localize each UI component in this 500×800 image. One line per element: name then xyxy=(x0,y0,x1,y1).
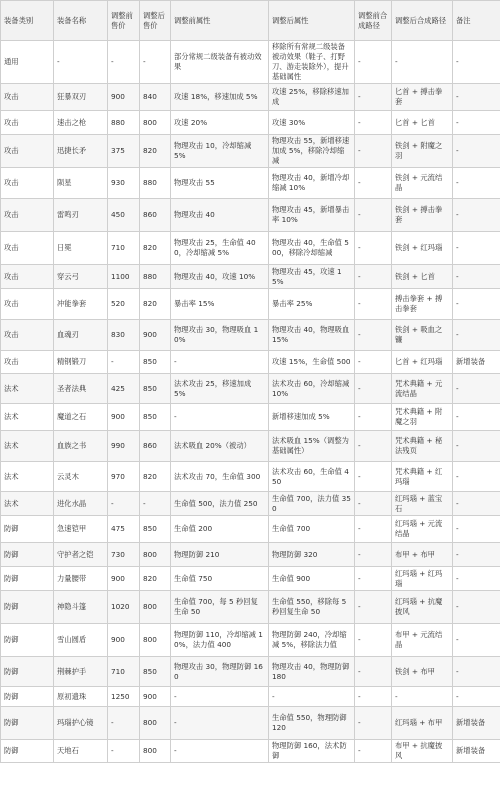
cell-category: 防御 xyxy=(1,591,54,624)
cell-name: 神隐斗篷 xyxy=(54,591,108,624)
cell-attributes-after: 物理攻击 55，新增移速加成 5%，移除冷却缩减 xyxy=(269,135,355,168)
cell-price-before: 710 xyxy=(108,657,140,687)
cell-category: 法术 xyxy=(1,404,54,431)
cell-price-after: 850 xyxy=(140,351,171,374)
cell-recipe-after: 红玛瑙 + 红玛瑙 xyxy=(392,567,453,591)
cell-name: 魔道之石 xyxy=(54,404,108,431)
table-row xyxy=(1,351,500,374)
cell-recipe-before: - xyxy=(355,135,392,168)
cell-price-after: 800 xyxy=(140,707,171,740)
cell-category: 攻击 xyxy=(1,265,54,289)
cell-category: 攻击 xyxy=(1,168,54,199)
cell-price-before: 1250 xyxy=(108,687,140,707)
cell-price-before: - xyxy=(108,41,140,84)
cell-price-after: 850 xyxy=(140,657,171,687)
table-row xyxy=(1,516,500,543)
cell-name: 迅捷长矛 xyxy=(54,135,108,168)
cell-category: 防御 xyxy=(1,567,54,591)
cell-attributes-before: - xyxy=(171,687,269,707)
table-row xyxy=(1,687,500,707)
cell-recipe-before: - xyxy=(355,199,392,232)
cell-recipe-after: 铁剑 + 附魔之羽 xyxy=(392,135,453,168)
cell-attributes-after: 物理攻击 45，攻速 15% xyxy=(269,265,355,289)
cell-price-after: 860 xyxy=(140,199,171,232)
cell-name: 精钢锻刀 xyxy=(54,351,108,374)
cell-name: 荆棘护手 xyxy=(54,657,108,687)
header-category: 装备类别 xyxy=(1,1,54,41)
cell-attributes-before: 暴击率 15% xyxy=(171,289,269,320)
cell-attributes-before: 法术攻击 70，生命值 300 xyxy=(171,462,269,492)
cell-recipe-before: - xyxy=(355,567,392,591)
cell-recipe-before: - xyxy=(355,289,392,320)
cell-recipe-after: 铁剑 + 搏击拳套 xyxy=(392,199,453,232)
cell-name: 天地石 xyxy=(54,740,108,763)
table-row xyxy=(1,404,500,431)
cell-recipe-before: - xyxy=(355,516,392,543)
table-row xyxy=(1,232,500,265)
cell-name: 圣者法典 xyxy=(54,374,108,404)
header-price-after: 调整后售价 xyxy=(140,1,171,41)
table-row xyxy=(1,374,500,404)
table-row xyxy=(1,591,500,624)
cell-category: 法术 xyxy=(1,492,54,516)
cell-attributes-after: 物理防御 240，冷却缩减 5%，移除法力值 xyxy=(269,624,355,657)
cell-recipe-before: - xyxy=(355,657,392,687)
cell-recipe-after: 铁剑 + 匕首 xyxy=(392,265,453,289)
cell-recipe-before: - xyxy=(355,591,392,624)
cell-attributes-before: 部分常规二级装备有被动效果 xyxy=(171,41,269,84)
cell-price-before: 900 xyxy=(108,624,140,657)
cell-price-after: - xyxy=(140,41,171,84)
cell-name: - xyxy=(54,41,108,84)
cell-name: 陨星 xyxy=(54,168,108,199)
cell-price-before: 475 xyxy=(108,516,140,543)
cell-recipe-before: - xyxy=(355,84,392,111)
cell-attributes-before: 生命值 700，每 5 秒回复生命 50 xyxy=(171,591,269,624)
cell-price-before: - xyxy=(108,351,140,374)
cell-attributes-before: 法术攻击 25，移速加成 5% xyxy=(171,374,269,404)
cell-attributes-after: 生命值 900 xyxy=(269,567,355,591)
cell-remark: - xyxy=(453,431,500,462)
cell-price-after: 800 xyxy=(140,740,171,763)
cell-price-after: 850 xyxy=(140,404,171,431)
cell-price-after: 820 xyxy=(140,232,171,265)
cell-recipe-after: 咒术典籍 + 元流结晶 xyxy=(392,374,453,404)
table-row xyxy=(1,624,500,657)
table-row xyxy=(1,492,500,516)
cell-attributes-after: 物理攻击 40，物理吸血 15% xyxy=(269,320,355,351)
cell-attributes-after: 新增移速加成 5% xyxy=(269,404,355,431)
table-row xyxy=(1,168,500,199)
cell-attributes-before: 攻速 18%，移速加成 5% xyxy=(171,84,269,111)
cell-category: 通用 xyxy=(1,41,54,84)
cell-category: 攻击 xyxy=(1,199,54,232)
cell-attributes-after: 物理攻击 40，生命值 500，移除冷却缩减 xyxy=(269,232,355,265)
cell-recipe-after: - xyxy=(392,41,453,84)
cell-category: 攻击 xyxy=(1,135,54,168)
table-row xyxy=(1,84,500,111)
cell-name: 血魂刃 xyxy=(54,320,108,351)
cell-remark: - xyxy=(453,543,500,567)
cell-price-after: 840 xyxy=(140,84,171,111)
cell-name: 狂暴双刃 xyxy=(54,84,108,111)
cell-attributes-before: 物理防御 110，冷却缩减 10%，法力值 400 xyxy=(171,624,269,657)
table-row xyxy=(1,111,500,135)
cell-name: 云灵木 xyxy=(54,462,108,492)
cell-name: 速击之枪 xyxy=(54,111,108,135)
cell-price-after: 800 xyxy=(140,624,171,657)
cell-price-after: 820 xyxy=(140,567,171,591)
table-row xyxy=(1,41,500,84)
cell-recipe-before: - xyxy=(355,624,392,657)
cell-attributes-before: - xyxy=(171,404,269,431)
cell-remark: - xyxy=(453,462,500,492)
table-row xyxy=(1,320,500,351)
cell-category: 攻击 xyxy=(1,232,54,265)
cell-attributes-before: 物理防御 210 xyxy=(171,543,269,567)
cell-price-before: 1100 xyxy=(108,265,140,289)
cell-remark: - xyxy=(453,687,500,707)
cell-attributes-before: 物理攻击 25，生命值 400，冷却缩减 5% xyxy=(171,232,269,265)
cell-price-after: 880 xyxy=(140,265,171,289)
cell-price-after: 820 xyxy=(140,462,171,492)
cell-recipe-after: 红玛瑙 + 元流结晶 xyxy=(392,516,453,543)
cell-price-before: 880 xyxy=(108,111,140,135)
cell-price-after: 900 xyxy=(140,320,171,351)
cell-attributes-after: 生命值 700 xyxy=(269,516,355,543)
cell-category: 防御 xyxy=(1,687,54,707)
cell-remark: 新增装备 xyxy=(453,707,500,740)
cell-recipe-after: 铁剑 + 布甲 xyxy=(392,657,453,687)
cell-name: 原初遗珠 xyxy=(54,687,108,707)
cell-price-after: - xyxy=(140,492,171,516)
cell-attributes-after: 物理防御 160，法术防御 xyxy=(269,740,355,763)
cell-recipe-before: - xyxy=(355,351,392,374)
cell-remark: - xyxy=(453,516,500,543)
cell-recipe-before: - xyxy=(355,320,392,351)
cell-remark: - xyxy=(453,374,500,404)
cell-price-before: 970 xyxy=(108,462,140,492)
cell-price-before: 730 xyxy=(108,543,140,567)
cell-price-after: 860 xyxy=(140,431,171,462)
cell-remark: - xyxy=(453,111,500,135)
cell-attributes-before: 物理攻击 30，物理防御 160 xyxy=(171,657,269,687)
cell-price-after: 900 xyxy=(140,687,171,707)
cell-attributes-after: 生命值 550，移除每 5 秒回复生命 50 xyxy=(269,591,355,624)
cell-price-after: 820 xyxy=(140,289,171,320)
cell-name: 雪山圆盾 xyxy=(54,624,108,657)
header-name: 装备名称 xyxy=(54,1,108,41)
cell-price-before: 520 xyxy=(108,289,140,320)
cell-attributes-before: 物理攻击 10，冷却缩减 5% xyxy=(171,135,269,168)
table-row xyxy=(1,707,500,740)
cell-price-after: 850 xyxy=(140,516,171,543)
cell-name: 雷鸣刃 xyxy=(54,199,108,232)
cell-remark: - xyxy=(453,492,500,516)
cell-name: 穿云弓 xyxy=(54,265,108,289)
cell-attributes-before: - xyxy=(171,740,269,763)
cell-category: 攻击 xyxy=(1,351,54,374)
cell-price-after: 800 xyxy=(140,591,171,624)
cell-name: 守护者之铠 xyxy=(54,543,108,567)
cell-remark: 新增装备 xyxy=(453,740,500,763)
cell-recipe-after: 红玛瑙 + 蓝宝石 xyxy=(392,492,453,516)
cell-recipe-before: - xyxy=(355,492,392,516)
table-row xyxy=(1,657,500,687)
header-price-before: 调整前售价 xyxy=(108,1,140,41)
cell-attributes-before: - xyxy=(171,707,269,740)
cell-category: 攻击 xyxy=(1,320,54,351)
cell-category: 攻击 xyxy=(1,111,54,135)
header-attributes-before: 调整前属性 xyxy=(171,1,269,41)
cell-remark: - xyxy=(453,168,500,199)
cell-attributes-after: 物理攻击 40，新增冷却缩减 10% xyxy=(269,168,355,199)
header-recipe-before: 调整前合成路径 xyxy=(355,1,392,41)
cell-category: 法术 xyxy=(1,374,54,404)
cell-recipe-before: - xyxy=(355,431,392,462)
table-row xyxy=(1,135,500,168)
cell-recipe-after: - xyxy=(392,687,453,707)
cell-recipe-before: - xyxy=(355,543,392,567)
cell-attributes-after: 法术攻击 60，冷却缩减 10% xyxy=(269,374,355,404)
cell-attributes-after: 攻速 30% xyxy=(269,111,355,135)
cell-recipe-after: 铁剑 + 红玛瑙 xyxy=(392,232,453,265)
cell-remark: - xyxy=(453,84,500,111)
cell-remark: - xyxy=(453,591,500,624)
cell-attributes-before: 攻速 20% xyxy=(171,111,269,135)
cell-recipe-before: - xyxy=(355,111,392,135)
header-remark: 备注 xyxy=(453,1,500,41)
cell-recipe-after: 铁剑 + 吸血之镰 xyxy=(392,320,453,351)
cell-name: 急速铠甲 xyxy=(54,516,108,543)
cell-recipe-after: 布甲 + 抗魔披风 xyxy=(392,740,453,763)
cell-recipe-after: 匕首 + 匕首 xyxy=(392,111,453,135)
cell-category: 攻击 xyxy=(1,289,54,320)
cell-category: 防御 xyxy=(1,707,54,740)
cell-price-after: 800 xyxy=(140,111,171,135)
cell-recipe-after: 红玛瑙 + 抗魔披风 xyxy=(392,591,453,624)
cell-attributes-before: 生命值 200 xyxy=(171,516,269,543)
cell-remark: - xyxy=(453,232,500,265)
cell-price-before: 710 xyxy=(108,232,140,265)
cell-recipe-before: - xyxy=(355,707,392,740)
cell-name: 玛瑙护心镜 xyxy=(54,707,108,740)
cell-category: 防御 xyxy=(1,543,54,567)
cell-attributes-before: - xyxy=(171,351,269,374)
cell-price-before: 450 xyxy=(108,199,140,232)
cell-recipe-before: - xyxy=(355,41,392,84)
cell-attributes-before: 物理攻击 40 xyxy=(171,199,269,232)
cell-recipe-after: 匕首 + 搏击拳套 xyxy=(392,84,453,111)
cell-price-before: 375 xyxy=(108,135,140,168)
cell-attributes-before: 物理攻击 55 xyxy=(171,168,269,199)
cell-price-before: - xyxy=(108,707,140,740)
cell-recipe-after: 布甲 + 元流结晶 xyxy=(392,624,453,657)
cell-remark: - xyxy=(453,404,500,431)
cell-price-before: 990 xyxy=(108,431,140,462)
cell-recipe-after: 布甲 + 布甲 xyxy=(392,543,453,567)
cell-attributes-after: 物理攻击 40，物理防御 180 xyxy=(269,657,355,687)
cell-remark: 新增装备 xyxy=(453,351,500,374)
cell-category: 防御 xyxy=(1,740,54,763)
cell-remark: - xyxy=(453,657,500,687)
cell-name: 力量腰带 xyxy=(54,567,108,591)
cell-price-before: 900 xyxy=(108,567,140,591)
cell-attributes-before: 物理攻击 40，攻速 10% xyxy=(171,265,269,289)
cell-price-before: 900 xyxy=(108,404,140,431)
cell-price-before: - xyxy=(108,740,140,763)
cell-name: 血族之书 xyxy=(54,431,108,462)
cell-category: 防御 xyxy=(1,516,54,543)
cell-attributes-after: - xyxy=(269,687,355,707)
table-row xyxy=(1,431,500,462)
table-header-row xyxy=(1,1,500,41)
cell-attributes-after: 法术攻击 60，生命值 450 xyxy=(269,462,355,492)
cell-recipe-after: 咒术典籍 + 附魔之羽 xyxy=(392,404,453,431)
cell-category: 防御 xyxy=(1,624,54,657)
cell-attributes-before: 生命值 750 xyxy=(171,567,269,591)
cell-price-before: 1020 xyxy=(108,591,140,624)
cell-price-after: 800 xyxy=(140,543,171,567)
cell-recipe-after: 咒术典籍 + 红玛瑙 xyxy=(392,462,453,492)
cell-recipe-before: - xyxy=(355,404,392,431)
cell-recipe-before: - xyxy=(355,740,392,763)
cell-recipe-before: - xyxy=(355,265,392,289)
cell-attributes-before: 法术吸血 20%（被动） xyxy=(171,431,269,462)
cell-remark: - xyxy=(453,199,500,232)
cell-attributes-after: 暴击率 25% xyxy=(269,289,355,320)
cell-attributes-after: 法术吸血 15%（调整为基础属性） xyxy=(269,431,355,462)
cell-recipe-before: - xyxy=(355,462,392,492)
table-row xyxy=(1,289,500,320)
cell-recipe-before: - xyxy=(355,374,392,404)
cell-category: 攻击 xyxy=(1,84,54,111)
cell-attributes-before: 生命值 500，法力值 250 xyxy=(171,492,269,516)
cell-price-after: 850 xyxy=(140,374,171,404)
cell-attributes-after: 移除所有常规二级装备被动效果（鞋子、打野刀、游走装除外），提升基础属性 xyxy=(269,41,355,84)
cell-attributes-before: 物理攻击 30，物理吸血 10% xyxy=(171,320,269,351)
cell-name: 日冕 xyxy=(54,232,108,265)
cell-remark: - xyxy=(453,320,500,351)
header-recipe-after: 调整后合成路径 xyxy=(392,1,453,41)
cell-price-after: 820 xyxy=(140,135,171,168)
cell-recipe-after: 咒术典籍 + 秘法残页 xyxy=(392,431,453,462)
cell-recipe-before: - xyxy=(355,687,392,707)
cell-remark: - xyxy=(453,265,500,289)
cell-name: 进化水晶 xyxy=(54,492,108,516)
table-row xyxy=(1,462,500,492)
table-row xyxy=(1,740,500,763)
cell-remark: - xyxy=(453,289,500,320)
cell-remark: - xyxy=(453,567,500,591)
cell-attributes-after: 生命值 700，法力值 350 xyxy=(269,492,355,516)
header-attributes-after: 调整后属性 xyxy=(269,1,355,41)
cell-category: 法术 xyxy=(1,462,54,492)
table-row xyxy=(1,199,500,232)
cell-price-before: 425 xyxy=(108,374,140,404)
cell-price-before: 930 xyxy=(108,168,140,199)
cell-attributes-after: 物理攻击 45，新增暴击率 10% xyxy=(269,199,355,232)
cell-remark: - xyxy=(453,624,500,657)
table-row xyxy=(1,567,500,591)
cell-attributes-after: 生命值 550，物理防御 120 xyxy=(269,707,355,740)
cell-remark: - xyxy=(453,41,500,84)
cell-price-before: 900 xyxy=(108,84,140,111)
cell-name: 冲能拳套 xyxy=(54,289,108,320)
cell-price-before: 830 xyxy=(108,320,140,351)
cell-recipe-after: 搏击拳套 + 搏击拳套 xyxy=(392,289,453,320)
cell-category: 防御 xyxy=(1,657,54,687)
table-row xyxy=(1,265,500,289)
cell-recipe-after: 铁剑 + 元流结晶 xyxy=(392,168,453,199)
cell-recipe-before: - xyxy=(355,168,392,199)
cell-price-before: - xyxy=(108,492,140,516)
cell-category: 法术 xyxy=(1,431,54,462)
cell-remark: - xyxy=(453,135,500,168)
cell-recipe-before: - xyxy=(355,232,392,265)
cell-attributes-after: 攻速 25%，移除移速加成 xyxy=(269,84,355,111)
cell-recipe-after: 红玛瑙 + 布甲 xyxy=(392,707,453,740)
cell-attributes-after: 物理防御 320 xyxy=(269,543,355,567)
cell-recipe-after: 匕首 + 红玛瑙 xyxy=(392,351,453,374)
cell-price-after: 880 xyxy=(140,168,171,199)
table-row xyxy=(1,543,500,567)
cell-attributes-after: 攻速 15%，生命值 500 xyxy=(269,351,355,374)
